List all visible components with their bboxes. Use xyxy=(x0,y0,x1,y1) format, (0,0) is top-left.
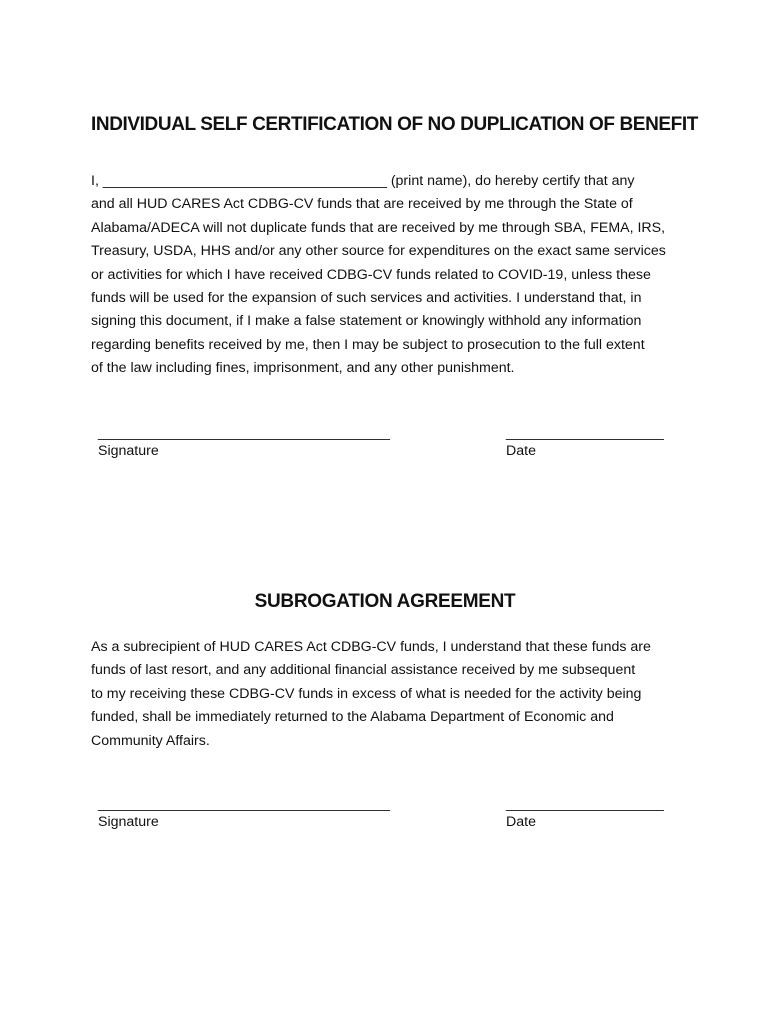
paragraph-line: of the law including fines, imprisonment, and any other punishment. xyxy=(91,360,515,377)
paragraph-line: As a subrecipient of HUD CARES Act CDBG-CV funds, I understand that these funds are xyxy=(91,639,651,655)
date-label: Date xyxy=(506,443,536,459)
subrogation-signature-block xyxy=(98,796,698,840)
paragraph-line: funded, shall be immediately returned to the Alabama Department of Economic and xyxy=(91,709,614,726)
paragraph-line: funds of last resort, and any additional financial assistance received by me subsequent xyxy=(91,662,636,679)
paragraph-line: to my receiving these CDBG-CV funds in excess of what is needed for the activity being xyxy=(91,685,642,702)
paragraph-line: Treasury, USDA, HHS and/or any other source for expenditures on the exact same services xyxy=(91,243,666,260)
paragraph-line: or activities for which I have received CDBG-CV funds related to COVID-19, unless these xyxy=(91,266,651,283)
subrogation-paragraph xyxy=(91,636,696,753)
paragraph-line: I, ____________________________________ (print name), do hereby certify that any xyxy=(91,173,635,189)
paragraph-line: signing this document, if I make a false statement or knowingly withhold any information xyxy=(91,313,642,330)
paragraph-line: Community Affairs. xyxy=(91,732,210,749)
signature-line[interactable]: _____________________________________ xyxy=(98,796,390,812)
subrogation-title: SUBROGATION AGREEMENT xyxy=(254,591,516,612)
signature-label: Signature xyxy=(98,814,159,830)
certification-paragraph xyxy=(91,170,696,381)
paragraph-line: Alabama/ADECA will not duplicate funds that are received by me through SBA, FEMA, IRS, xyxy=(91,219,666,236)
paragraph-line: and all HUD CARES Act CDBG-CV funds that are received by me through the State of xyxy=(91,196,633,213)
certification-title: INDIVIDUAL SELF CERTIFICATION OF NO DUPLICATION OF BENEFIT xyxy=(91,114,698,135)
date-label: Date xyxy=(506,814,536,830)
certification-signature-block xyxy=(98,425,698,469)
date-line[interactable]: ____________________ xyxy=(506,425,664,441)
paragraph-line: regarding benefits received by me, then I may be subject to prosecution to the full extent xyxy=(91,336,645,353)
signature-label: Signature xyxy=(98,443,159,459)
date-line[interactable]: ____________________ xyxy=(506,796,664,812)
paragraph-line: funds will be used for the expansion of such services and activities. I understand that, in xyxy=(91,290,642,307)
signature-line[interactable]: _____________________________________ xyxy=(98,425,390,441)
